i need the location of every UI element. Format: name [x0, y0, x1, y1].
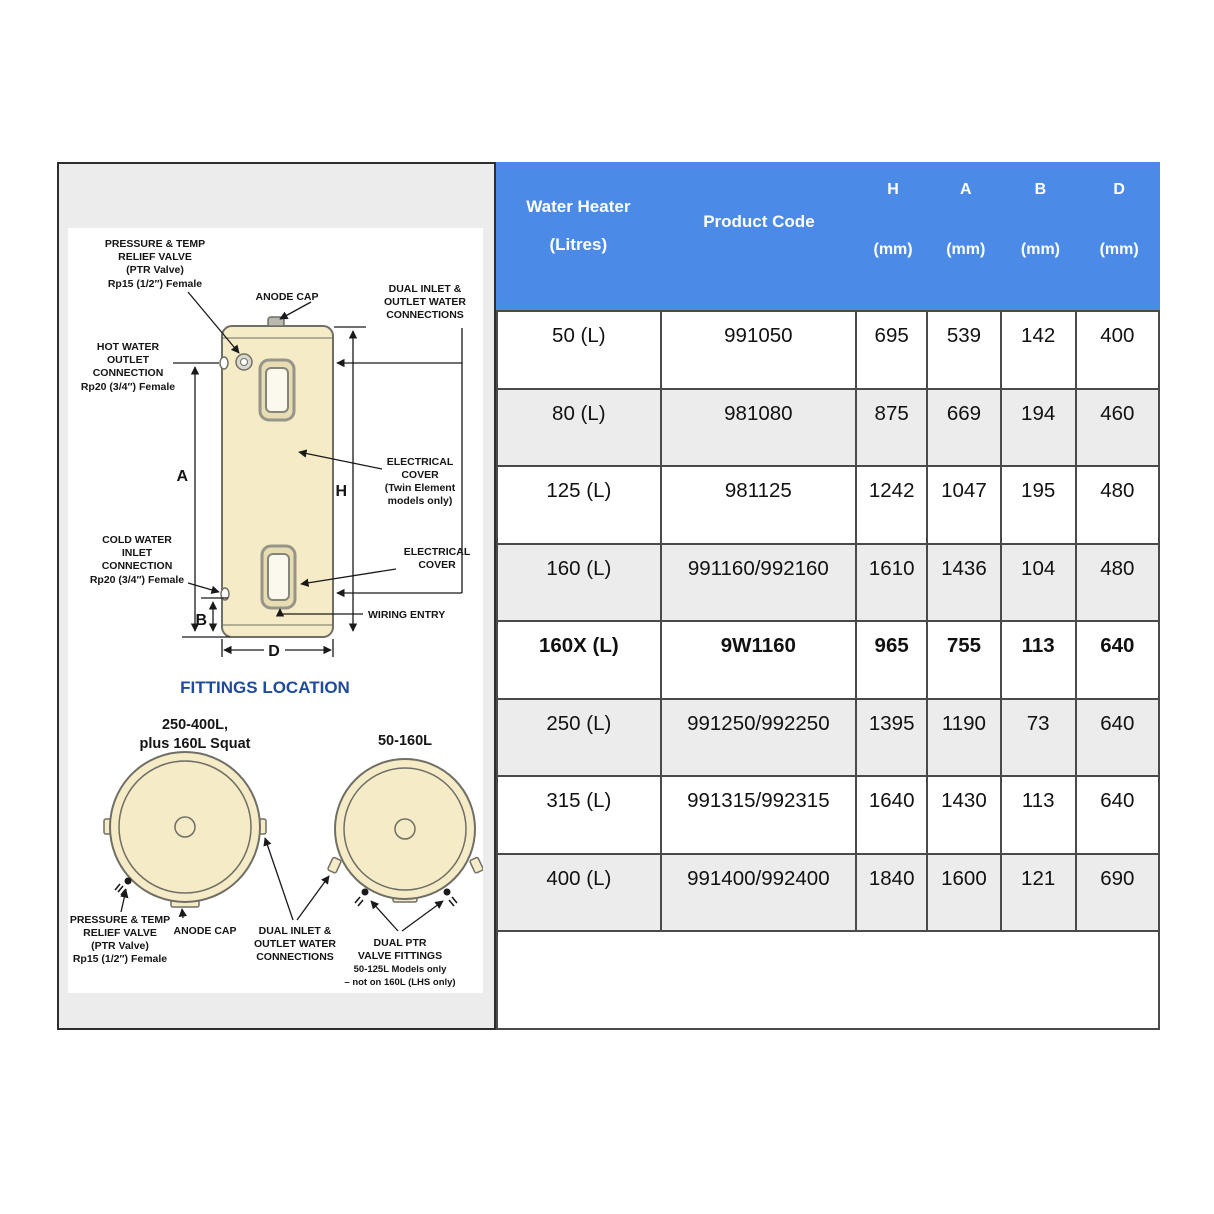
tank-side-view — [220, 317, 333, 637]
right-tab — [470, 857, 483, 873]
cold-water-label: Rp20 (3/4″) Female — [89, 574, 185, 586]
header-dim-a — [929, 162, 1003, 310]
wiring-entry-label: WIRING ENTRY — [368, 609, 446, 621]
ptr-bottom-label: (PTR Valve) — [91, 940, 149, 952]
electrical-cover-twin-label: (Twin Element — [384, 482, 456, 494]
cell-b: 121 — [1002, 855, 1077, 931]
cell-h: 1610 — [857, 545, 928, 621]
header-h-letter: H — [887, 181, 899, 198]
dual-ptr-leader-left — [371, 901, 398, 931]
ptr-bottom-label: Rp15 (1/2″) Female — [72, 953, 168, 965]
circle-right-label: 50-160L — [377, 733, 433, 749]
table-row-125l — [498, 467, 1158, 545]
spec-table — [496, 162, 1160, 1030]
header-litres-line1: Water Heater — [526, 197, 631, 216]
cell-d: 460 — [1100, 401, 1135, 425]
cold-water-label: INLET — [121, 547, 153, 559]
table-row-50l — [498, 312, 1158, 390]
electrical-cover-label: ELECTRICAL — [403, 546, 471, 558]
table-row-315l — [498, 777, 1158, 855]
dim-label-H: H — [335, 483, 347, 500]
header-dim-h — [857, 162, 929, 310]
cell-code: 991050 — [662, 312, 857, 388]
table-row-80l — [498, 390, 1158, 468]
cell-d: 400 — [1100, 324, 1135, 347]
anode-bottom-leader — [182, 909, 183, 918]
cell-b: 113 — [1002, 622, 1077, 698]
table-footer-empty — [498, 932, 1158, 1028]
cell-a: 1190 — [928, 700, 1001, 776]
ptr-fitting-icon — [444, 889, 458, 907]
electrical-cover-twin-label: models only) — [387, 495, 453, 507]
ptr-leader — [188, 292, 239, 353]
diagram-labels-bottom — [70, 914, 456, 988]
table-row-250l — [498, 700, 1158, 778]
electrical-cover-upper-slot — [266, 368, 288, 412]
cell-litres: 50 (L) — [498, 312, 662, 388]
fittings-location-title: FITTINGS LOCATION — [180, 678, 350, 697]
ptr-bottom-label: RELIEF VALVE — [83, 927, 157, 939]
dual-ptr-leader-right — [402, 901, 443, 931]
dual-inlet-label: DUAL INLET & — [388, 283, 462, 295]
header-b-unit: (mm) — [1020, 241, 1060, 258]
header-litres-line2: (Litres) — [549, 235, 608, 254]
cell-d: 480 — [1100, 479, 1135, 502]
electrical-cover-twin-label: ELECTRICAL — [386, 456, 454, 468]
cell-h: 1640 — [857, 777, 928, 853]
header-product-code — [661, 162, 858, 310]
tank-top-view-large — [104, 717, 266, 907]
cold-water-leader — [188, 583, 219, 592]
header-d-unit: (mm) — [1099, 241, 1139, 258]
dual-ptr-label: 50-125L Models only — [353, 964, 447, 975]
cell-h: 1242 — [857, 467, 928, 543]
cell-d: 640 — [1100, 634, 1135, 657]
anode-leader — [280, 302, 311, 319]
ptr-top-label: PRESSURE & TEMP — [104, 238, 206, 250]
diagram-canvas — [68, 228, 483, 993]
cell-litres: 80 (L) — [498, 390, 662, 466]
cell-a: 1600 — [928, 855, 1001, 931]
cell-b: 194 — [1002, 390, 1077, 466]
tank-top-view-small — [327, 733, 483, 906]
cell-litres: 400 (L) — [498, 855, 662, 931]
dual-ptr-label: VALVE FITTINGS — [357, 950, 443, 962]
cell-a: 1436 — [928, 545, 1001, 621]
electrical-cover-twin-label: COVER — [401, 469, 439, 481]
left-tab — [327, 857, 341, 873]
dual-inlet-label: OUTLET WATER — [383, 296, 467, 308]
cell-litres: 125 (L) — [498, 467, 662, 543]
cold-water-label: COLD WATER — [102, 534, 172, 546]
dual-bottom-label: CONNECTIONS — [256, 951, 334, 963]
circle-outer — [335, 759, 475, 899]
dim-label-B: B — [195, 612, 207, 629]
cell-b: 195 — [1002, 467, 1077, 543]
header-d-letter: D — [1113, 181, 1125, 198]
header-a-unit: (mm) — [946, 241, 986, 258]
header-dim-b — [1003, 162, 1079, 310]
cold-water-label: CONNECTION — [101, 560, 173, 572]
dual-bottom-leader-left — [265, 838, 293, 920]
ptr-top-label: (PTR Valve) — [126, 264, 184, 276]
cell-h: 1840 — [857, 855, 928, 931]
cell-litres: 160X (L) — [498, 622, 662, 698]
cell-h: 875 — [857, 390, 928, 466]
electrical-cover-label: COVER — [418, 559, 456, 571]
cell-code: 991315/992315 — [662, 777, 857, 853]
cell-code: 991400/992400 — [662, 855, 857, 931]
header-h-unit: (mm) — [873, 241, 913, 258]
cell-code: 991160/992160 — [662, 545, 857, 621]
fittings-diagram-panel — [57, 162, 496, 1030]
header-b-letter: B — [1034, 181, 1047, 198]
cell-litres: 160 (L) — [498, 545, 662, 621]
table-header — [496, 162, 1160, 310]
table-row-400l — [498, 855, 1158, 933]
cell-h: 1395 — [857, 700, 928, 776]
cell-d: 690 — [1100, 866, 1135, 890]
dim-label-D: D — [268, 643, 280, 660]
cell-litres: 250 (L) — [498, 700, 662, 776]
ptr-fitting-icon — [355, 889, 369, 907]
header-product-code-text: Product Code — [703, 212, 815, 231]
cell-b: 104 — [1002, 545, 1077, 621]
dual-bottom-label: DUAL INLET & — [258, 925, 332, 937]
cell-b: 142 — [1002, 312, 1077, 388]
table-body — [496, 310, 1160, 1030]
cell-d: 640 — [1100, 789, 1135, 812]
cell-code: 981125 — [662, 467, 857, 543]
cell-code: 991250/992250 — [662, 700, 857, 776]
table-row-160l — [498, 545, 1158, 623]
header-a-letter: A — [959, 181, 972, 198]
cell-d: 480 — [1100, 556, 1135, 580]
dim-label-A: A — [176, 468, 188, 485]
cell-a: 755 — [928, 622, 1001, 698]
hot-water-label: OUTLET — [107, 354, 149, 366]
cell-a: 539 — [928, 312, 1001, 388]
dual-ptr-label: DUAL PTR — [373, 937, 427, 949]
electrical-cover-lower-slot — [268, 554, 289, 600]
dual-bottom-label: OUTLET WATER — [253, 938, 337, 950]
ptr-bottom-label: PRESSURE & TEMP — [69, 914, 171, 926]
cell-d: 640 — [1100, 711, 1135, 735]
ptr-top-label: Rp15 (1/2″) Female — [107, 278, 203, 290]
dual-inlet-label: CONNECTIONS — [386, 309, 464, 321]
circle-left-label: plus 160L Squat — [139, 736, 251, 752]
dual-bottom-leader-right — [297, 876, 329, 920]
water-heater-diagram — [68, 228, 483, 993]
hot-water-label: CONNECTION — [92, 367, 164, 379]
circle-outer — [110, 752, 260, 902]
cell-a: 1047 — [928, 467, 1001, 543]
hot-water-label: HOT WATER — [96, 341, 160, 353]
anode-bottom-label: ANODE CAP — [173, 925, 237, 937]
circle-left-label: 250-400L, — [161, 717, 229, 733]
ptr-fitting-icon — [115, 878, 132, 896]
cell-h: 965 — [857, 622, 928, 698]
ptr-top-label: RELIEF VALVE — [118, 251, 192, 263]
ptr-valve-fitting-center — [241, 359, 248, 366]
cell-code: 981080 — [662, 390, 857, 466]
cell-a: 1430 — [928, 777, 1001, 853]
anode-cap-label: ANODE CAP — [255, 291, 319, 303]
cell-code: 9W1160 — [662, 622, 857, 698]
cell-b: 73 — [1002, 700, 1077, 776]
hot-water-label: Rp20 (3/4″) Female — [80, 381, 176, 393]
table-row-160xl — [498, 622, 1158, 700]
header-litres — [496, 162, 661, 310]
dual-ptr-label: – not on 160L (LHS only) — [344, 977, 456, 988]
cell-b: 113 — [1002, 777, 1077, 853]
header-dim-d — [1078, 162, 1160, 310]
cell-litres: 315 (L) — [498, 777, 662, 853]
hot-water-outlet-fitting — [220, 357, 228, 369]
cell-a: 669 — [928, 390, 1001, 466]
cell-h: 695 — [857, 312, 928, 388]
